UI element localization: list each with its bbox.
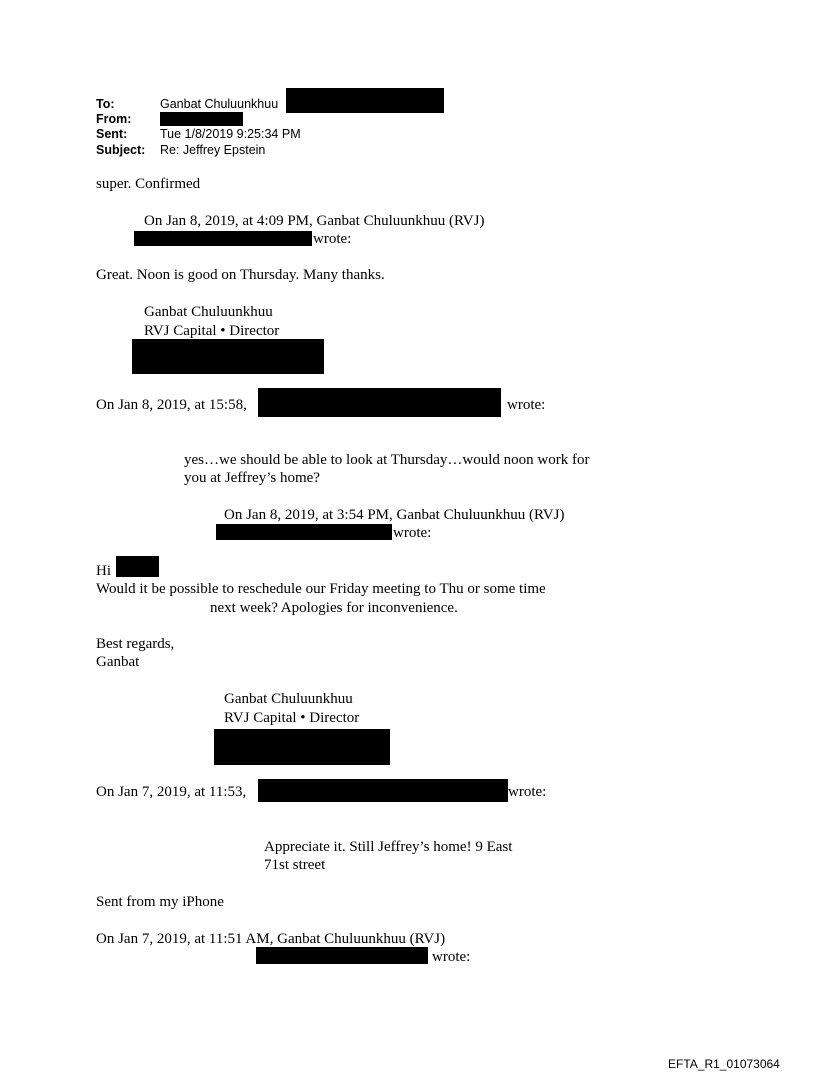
quote-header-1: On Jan 8, 2019, at 4:09 PM, Ganbat Chuluunkhuu (RVJ) (144, 213, 485, 229)
document-id: EFTA_R1_01073064 (668, 1057, 780, 1071)
quote-header-4: On Jan 7, 2019, at 11:53, (96, 784, 247, 800)
closing-name: Ganbat (96, 654, 140, 670)
redaction-greeting-name (116, 556, 159, 577)
message-4-line-2: 71st street (264, 857, 326, 873)
sent-from-signature: Sent from my iPhone (96, 894, 224, 910)
redaction-sender-2 (258, 388, 501, 417)
quote-wrote-4: wrote: (508, 784, 547, 800)
quote-wrote-5: wrote: (432, 949, 471, 965)
subject-label: Subject: (96, 143, 146, 157)
redaction-email-1 (134, 231, 312, 246)
message-1: Great. Noon is good on Thursday. Many thanks. (96, 267, 385, 283)
subject-value: Re: Jeffrey Epstein (160, 143, 266, 157)
from-label: From: (96, 112, 132, 126)
quote-wrote-1: wrote: (313, 231, 352, 247)
message-3-line-1: Would it be possible to reschedule our Friday meeting to Thu or some time (96, 581, 546, 597)
quote-wrote-3: wrote: (393, 525, 432, 541)
greeting: Hi (96, 563, 111, 579)
signature-title-1: RVJ Capital • Director (144, 323, 280, 339)
signature-name-1: Ganbat Chuluunkhuu (144, 304, 273, 320)
quote-header-2: On Jan 8, 2019, at 15:58, (96, 397, 247, 413)
message-3-line-2: next week? Apologies for inconvenience. (210, 600, 458, 616)
to-value: Ganbat Chuluunkhuu (160, 97, 279, 111)
message-4-line-1: Appreciate it. Still Jeffrey’s home! 9 East (264, 839, 513, 855)
redaction-sender-4 (258, 779, 508, 802)
reply-text: super. Confirmed (96, 176, 201, 192)
quote-header-5: On Jan 7, 2019, at 11:51 AM, Ganbat Chuluunkhuu (RVJ) (96, 931, 446, 947)
redaction-email-3 (216, 524, 392, 540)
sent-value: Tue 1/8/2019 9:25:34 PM (160, 127, 301, 141)
redaction-from (160, 112, 243, 126)
closing: Best regards, (96, 636, 175, 652)
to-label: To: (96, 97, 115, 111)
signature-name-2: Ganbat Chuluunkhuu (224, 691, 353, 707)
message-2-line-1: yes…we should be able to look at Thursday…would noon work for (184, 452, 590, 468)
redaction-signature-2 (214, 729, 390, 765)
quote-wrote-2: wrote: (507, 397, 546, 413)
sent-label: Sent: (96, 127, 128, 141)
redaction-email-5 (256, 947, 428, 964)
message-2-line-2: you at Jeffrey’s home? (184, 470, 320, 486)
quote-header-3: On Jan 8, 2019, at 3:54 PM, Ganbat Chuluunkhuu (RVJ) (224, 507, 565, 523)
signature-title-2: RVJ Capital • Director (224, 710, 360, 726)
redaction-to-email (286, 88, 444, 113)
redaction-signature-1 (132, 339, 324, 374)
